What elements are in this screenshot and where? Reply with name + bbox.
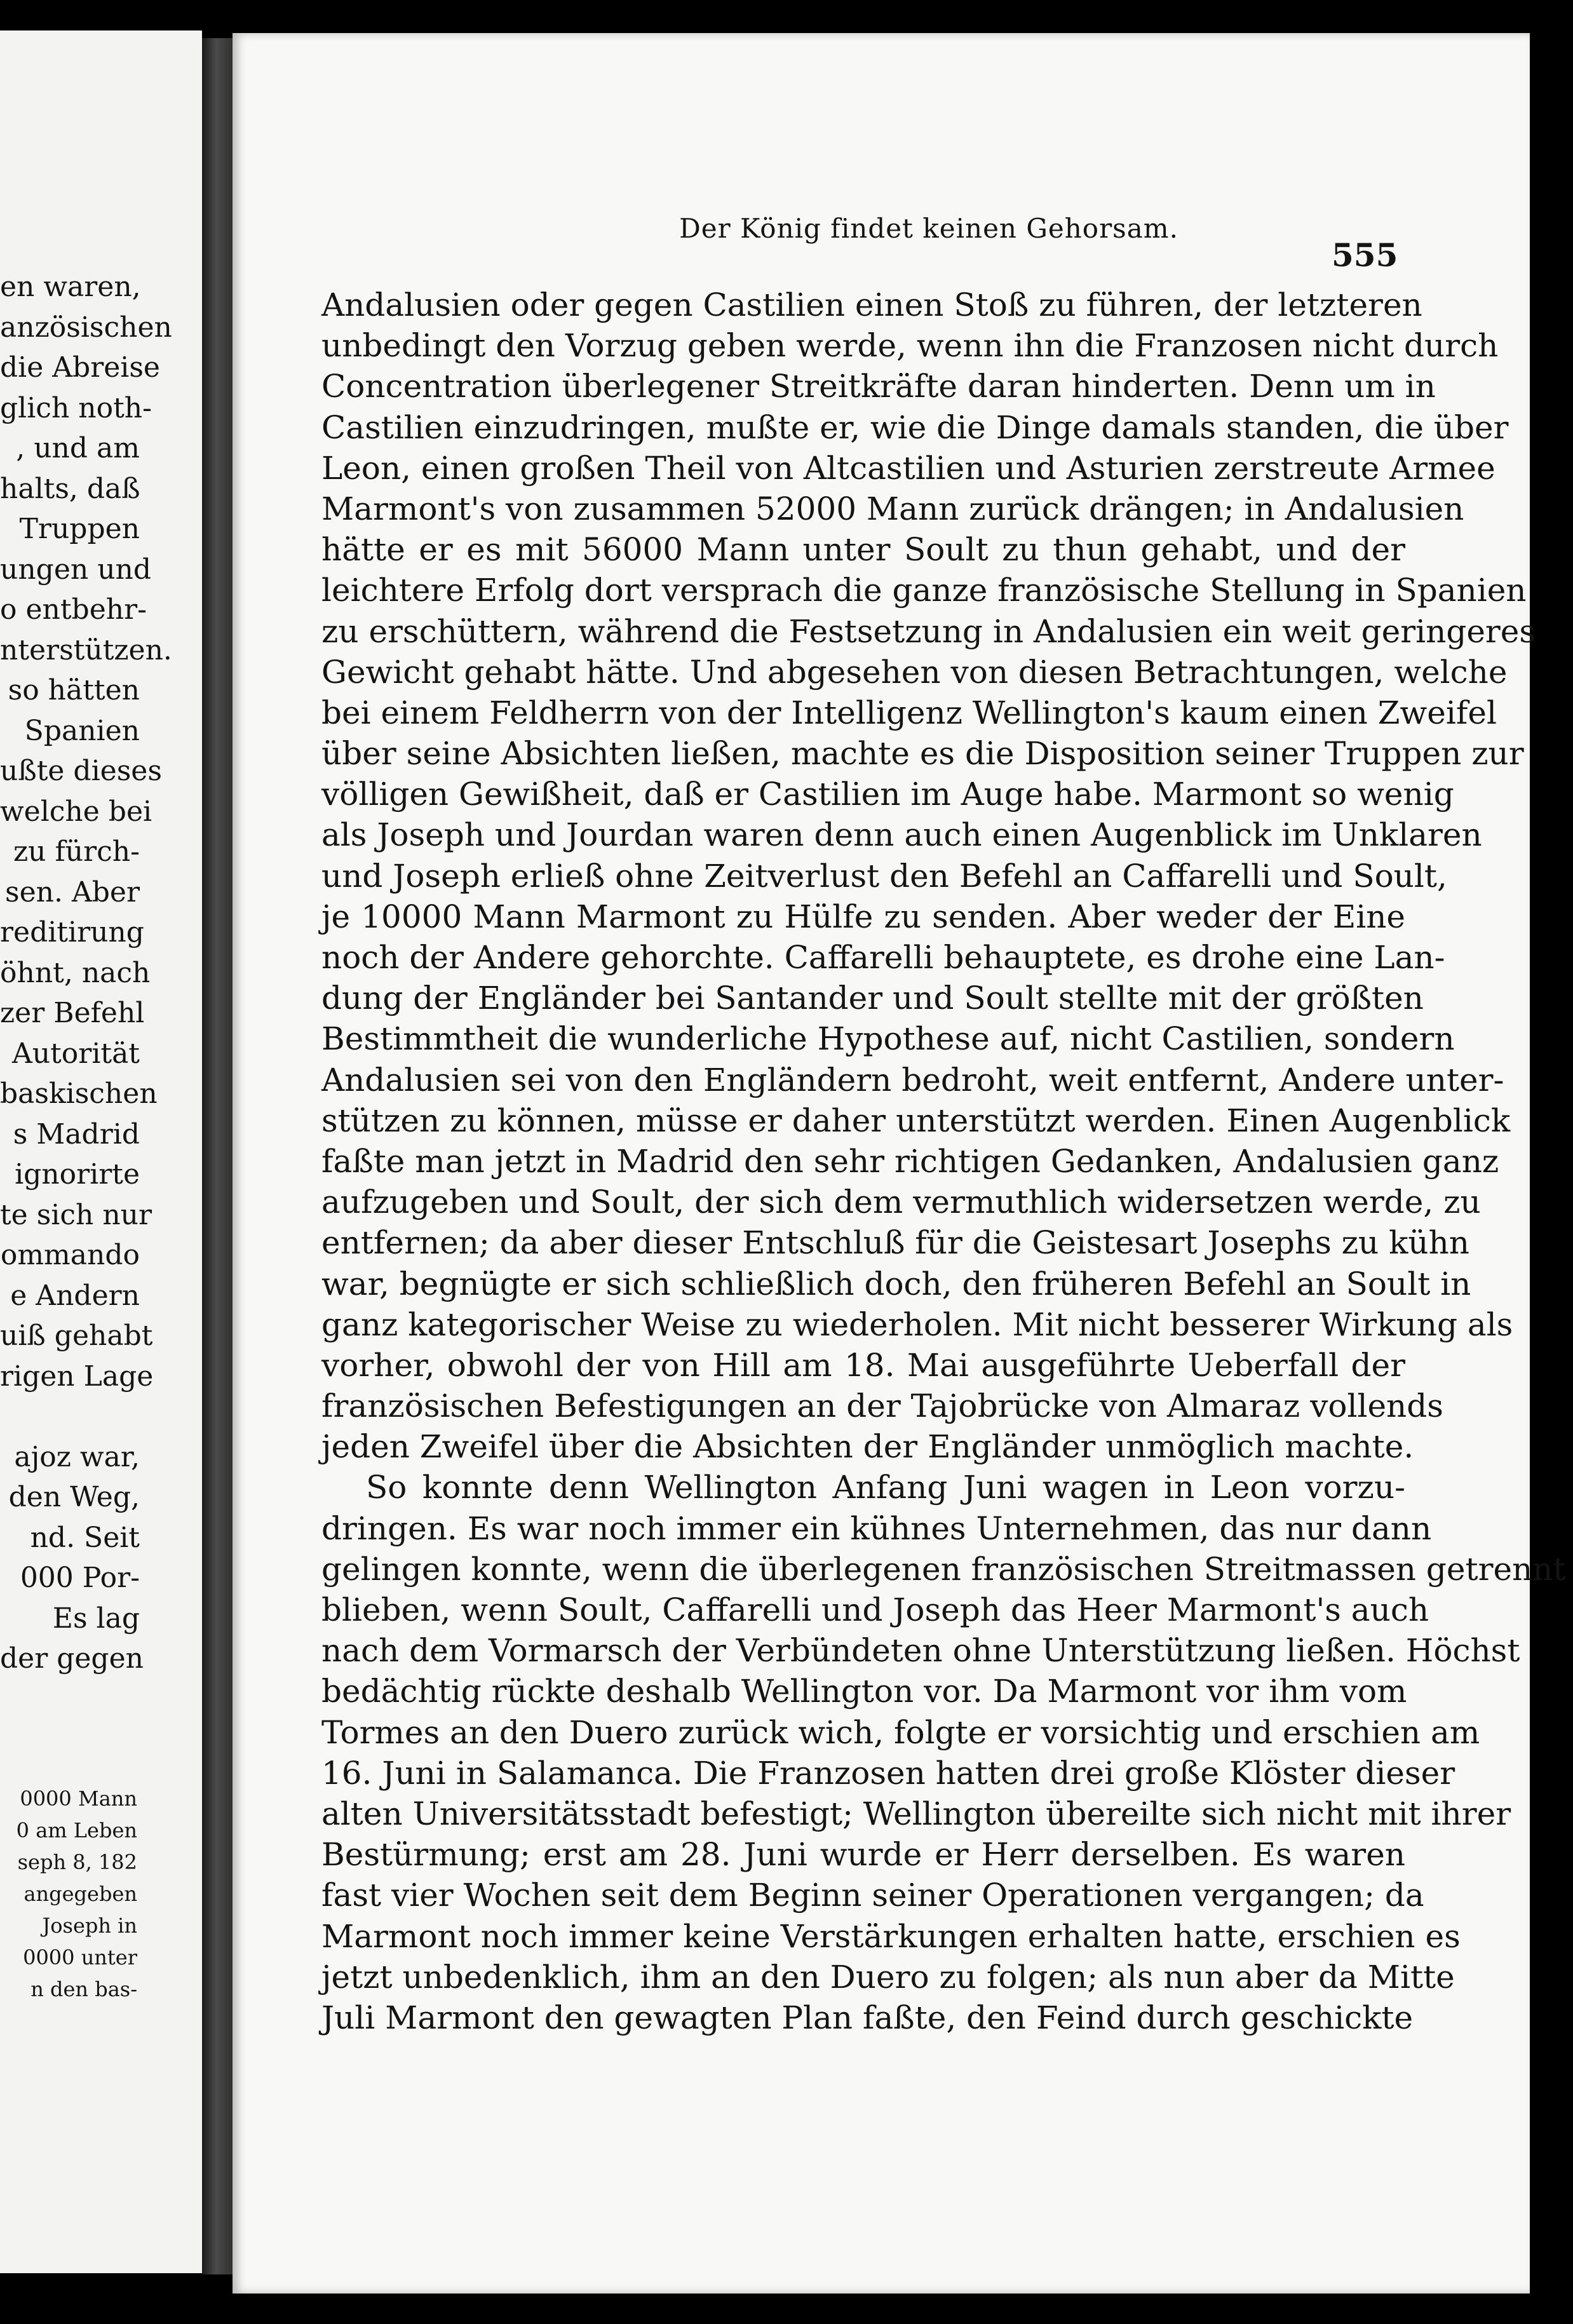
text-line: 16. Juni in Salamanca. Die Franzosen hatten drei große Klöster dieser — [321, 1754, 1455, 1792]
left-text-line: öhnt, nach — [0, 956, 151, 989]
text-line: faßte man jetzt in Madrid den sehr richtigen Gedanken, Andalusien ganz — [321, 1142, 1499, 1180]
left-page-footnotes — [0, 1783, 137, 2005]
left-text-line: Autorität — [12, 1037, 140, 1070]
text-line: war, begnügte er sich schließlich doch, den früheren Befehl an Soult in — [321, 1265, 1471, 1302]
left-footnote-line: 0000 Mann — [20, 1787, 137, 1811]
text-line: vorher, obwohl der von Hill am 18. Mai ausgeführte Ueberfall der — [321, 1346, 1405, 1384]
text-line: völligen Gewißheit, daß er Castilien im Auge habe. Marmont so wenig — [321, 776, 1454, 813]
left-footnote-line: seph 8, 182 — [17, 1850, 137, 1874]
left-text-line: anzösischen — [0, 311, 172, 344]
left-text-line: nterstützen. — [0, 633, 172, 666]
text-line: französischen Befestigungen an der Tajobrücke von Almaraz vollends — [321, 1388, 1443, 1425]
text-line: und Joseph erließ ohne Zeitverlust den Befehl an Caffarelli und Soult, — [321, 857, 1447, 895]
left-text-line: ußte dieses — [0, 755, 162, 787]
left-text-line: zer Befehl — [0, 997, 145, 1029]
text-line: alten Universitätsstadt befestigt; Wellington übereilte sich nicht mit ihrer — [321, 1795, 1511, 1832]
left-text-line: rigen Lage — [0, 1360, 154, 1393]
left-footnote-line: 0 am Leben — [16, 1818, 137, 1842]
left-text-line: nd. Seit — [30, 1521, 140, 1554]
text-line: nach dem Vormarsch der Verbündeten ohne Unterstützung ließen. Höchst — [321, 1632, 1520, 1670]
text-line: entfernen; da aber dieser Entschluß für die Geistesart Josephs zu kühn — [321, 1224, 1470, 1262]
text-line: über seine Absichten ließen, machte es die Disposition seiner Truppen zur — [321, 735, 1524, 773]
left-text-line: uiß gehabt — [0, 1320, 153, 1352]
paragraph-end-line: jeden Zweifel über die Absichten der Engländer unmöglich machte. — [321, 1428, 1414, 1466]
left-text-line: 000 Por- — [20, 1562, 140, 1594]
left-text-line: ommando — [0, 1239, 140, 1271]
paragraph-start-line: So konnte denn Wellington Anfang Juni wagen in Leon vorzu- — [366, 1469, 1405, 1506]
left-text-line: glich noth- — [0, 391, 152, 424]
left-text-line: en waren, — [0, 271, 141, 303]
left-text-line: ajoz war, — [14, 1440, 140, 1473]
text-line: Bestimmtheit die wunderliche Hypothese auf, nicht Castilien, sondern — [321, 1020, 1455, 1058]
body-text — [321, 285, 1566, 2038]
page-number: 555 — [1332, 236, 1398, 274]
text-line: noch der Andere gehorchte. Caffarelli behauptete, es drohe eine Lan- — [321, 939, 1445, 976]
left-footnote-line: angegeben — [24, 1882, 137, 1906]
left-facing-page — [0, 30, 202, 2273]
text-line: bedächtig rückte deshalb Wellington vor. Da Marmont vor ihm vom — [321, 1673, 1407, 1710]
text-line: Gewicht gehabt hätte. Und abgesehen von diesen Betrachtungen, welche — [321, 653, 1508, 691]
text-line: Castilien einzudringen, mußte er, wie die Dinge damals standen, die über — [321, 409, 1509, 446]
left-text-line: reditirung — [0, 916, 144, 949]
left-footnote-line: 0000 unter — [23, 1945, 137, 1969]
text-line: Concentration überlegener Streitkräfte daran hinderten. Denn um in — [321, 368, 1436, 405]
text-line: dringen. Es war noch immer ein kühnes Unternehmen, das nur dann — [321, 1510, 1432, 1547]
left-text-line: , und am — [16, 432, 140, 464]
text-line: Tormes an den Duero zurück wich, folgte er vorsichtig und erschien am — [321, 1713, 1480, 1751]
left-footnote-line: n den bas- — [30, 1977, 137, 2001]
text-line: jetzt unbedenklich, ihm an den Duero zu folgen; als nun aber da Mitte — [321, 1958, 1455, 1996]
left-footnote-line: Joseph in — [42, 1914, 137, 1938]
left-text-line: ignorirte — [15, 1158, 140, 1191]
left-text-line: Es lag — [52, 1602, 140, 1635]
text-line: je 10000 Mann Marmont zu Hülfe zu senden. Aber weder der Eine — [321, 898, 1405, 935]
left-text-line: den Weg, — [8, 1481, 140, 1513]
left-text-line: ungen und — [0, 553, 152, 586]
text-line: als Joseph und Jourdan waren denn auch einen Augenblick im Unklaren — [321, 816, 1482, 854]
text-line: unbedingt den Vorzug geben werde, wenn ihn die Franzosen nicht durch — [321, 327, 1499, 365]
left-text-line: e Andern — [10, 1279, 140, 1312]
text-line: stützen zu können, müsse er daher unterstützt werden. Einen Augenblick — [321, 1102, 1511, 1139]
left-text-line: die Abreise — [0, 351, 160, 384]
running-head: Der König findet keinen Gehorsam. — [679, 213, 1178, 244]
text-line: Andalusien oder gegen Castilien einen Stoß zu führen, der letzteren — [321, 287, 1422, 323]
left-text-line: der gegen — [0, 1642, 144, 1675]
left-text-line: zu fürch- — [13, 835, 140, 868]
left-text-line: s Madrid — [13, 1118, 140, 1151]
text-line: dung der Engländer bei Santander und Soult stellte mit der größten — [321, 980, 1424, 1017]
text-line: hätte er es mit 56000 Mann unter Soult zu thun gehabt, und der — [321, 531, 1405, 569]
left-text-line: welche bei — [0, 795, 152, 828]
text-line: Leon, einen großen Theil von Altcastilien und Asturien zerstreute Armee — [321, 449, 1495, 487]
text-line: zu erschüttern, während die Festsetzung in Andalusien ein weit geringeres — [321, 612, 1536, 650]
left-text-line: o entbehr- — [0, 593, 147, 626]
text-line: fast vier Wochen seit dem Beginn seiner Operationen vergangen; da — [321, 1877, 1424, 1914]
text-line: Bestürmung; erst am 28. Juni wurde er Herr derselben. Es waren — [321, 1836, 1405, 1874]
book-page — [233, 33, 1566, 2294]
left-text-line — [0, 1396, 140, 1437]
left-text-line: te sich nur — [0, 1198, 152, 1231]
text-line: ganz kategorischer Weise zu wiederholen. Mit nicht besserer Wirkung als — [321, 1306, 1513, 1343]
text-line: Marmont's von zusammen 52000 Mann zurück drängen; in Andalusien — [321, 490, 1464, 527]
left-text-line: Spanien — [24, 714, 140, 747]
text-line: gelingen konnte, wenn die überlegenen französischen Streitmassen getrennt — [321, 1550, 1566, 1588]
left-text-line: halts, daß — [0, 472, 140, 505]
left-text-line: baskischen — [0, 1078, 158, 1110]
left-page-text — [0, 267, 172, 1679]
left-text-line: so hätten — [8, 674, 140, 706]
text-line: bei einem Feldherrn von der Intelligenz Wellington's kaum einen Zweifel — [321, 694, 1497, 731]
left-text-line: sen. Aber — [5, 875, 140, 909]
text-line: blieben, wenn Soult, Caffarelli und Joseph das Heer Marmont's auch — [321, 1591, 1429, 1628]
text-line: Marmont noch immer keine Verstärkungen erhalten hatte, erschien es — [321, 1917, 1461, 1955]
left-text-line: Truppen — [19, 513, 140, 545]
text-line: Juli Marmont den gewagten Plan faßte, den Feind durch geschickte — [321, 1999, 1414, 2036]
text-line: leichtere Erfolg dort versprach die ganze französische Stellung in Spanien — [321, 572, 1527, 609]
text-line: Andalusien sei von den Engländern bedroht, weit entfernt, Andere unter- — [321, 1061, 1504, 1098]
text-line: aufzugeben und Soult, der sich dem vermuthlich widersetzen werde, zu — [321, 1184, 1481, 1221]
